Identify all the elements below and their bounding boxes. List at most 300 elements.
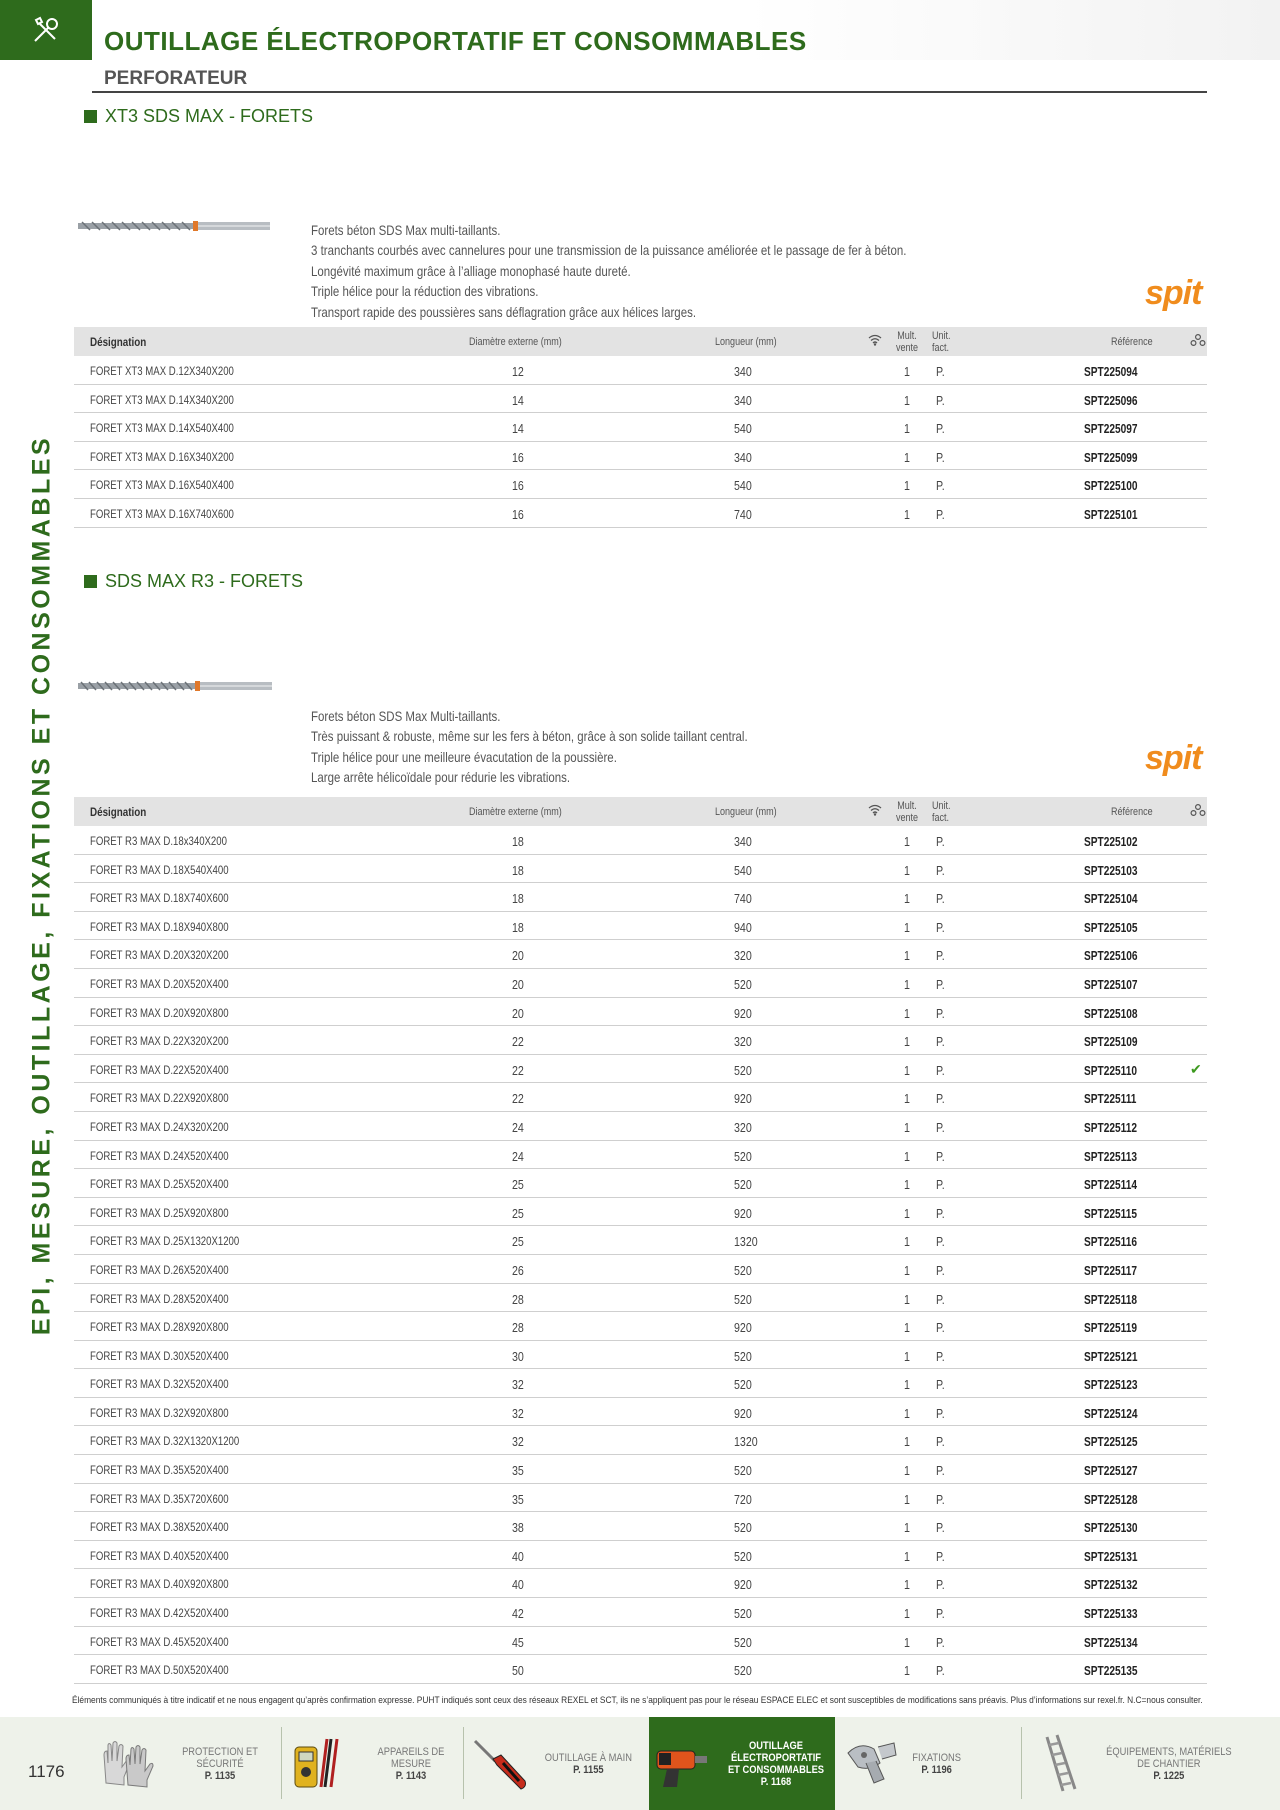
cell-diametre: 26 <box>512 1262 524 1278</box>
table-row <box>74 1169 1207 1198</box>
cell-designation: FORET R3 MAX D.35X720X600 <box>90 1491 229 1506</box>
cell-diametre: 24 <box>512 1119 524 1135</box>
section-bullet <box>84 110 97 123</box>
cell-diametre: 16 <box>512 478 524 494</box>
cell-mult: 1 <box>904 1177 910 1193</box>
description-line: Forets béton SDS Max Multi-taillants. <box>311 708 501 724</box>
cell-mult: 1 <box>904 1491 910 1507</box>
cell-diametre: 22 <box>512 1062 524 1078</box>
cell-mult: 1 <box>904 862 910 878</box>
description-line: Longévité maximum grâce à l’alliage monophasé haute dureté. <box>311 262 631 279</box>
page-number: 1176 <box>28 1762 65 1781</box>
cell-unit: P. <box>936 1577 945 1593</box>
footer-nav-equipements[interactable] <box>1027 1717 1247 1810</box>
table-row <box>74 826 1207 855</box>
cell-designation: FORET R3 MAX D.28X920X800 <box>90 1320 229 1335</box>
cell-longueur: 520 <box>734 1177 752 1193</box>
table-row <box>74 1627 1207 1656</box>
spit-logo: spit <box>1145 739 1202 777</box>
footer-nav-text: OUTILLAGE À MAIN <box>544 1751 633 1764</box>
cell-mult: 1 <box>904 1291 910 1307</box>
cell-unit: P. <box>936 1405 945 1421</box>
cell-unit: P. <box>936 1119 945 1135</box>
cell-mult: 1 <box>904 1606 910 1622</box>
cell-unit: P. <box>936 1062 945 1078</box>
cell-mult: 1 <box>904 1234 910 1250</box>
cell-designation: FORET XT3 MAX D.14X340X200 <box>90 392 234 407</box>
clamp-icon <box>840 1733 902 1795</box>
cell-reference: SPT225114 <box>1084 1177 1138 1193</box>
cell-designation: FORET R3 MAX D.26X520X400 <box>90 1262 229 1277</box>
cell-reference: SPT225094 <box>1084 364 1138 379</box>
cell-reference: SPT225101 <box>1084 506 1138 522</box>
cell-unit: P. <box>936 1606 945 1622</box>
footer-nav-page: P. 1135 <box>204 1769 236 1782</box>
cell-longueur: 520 <box>734 1548 752 1564</box>
table-row <box>74 1398 1207 1427</box>
header-mult <box>896 330 918 354</box>
cell-unit: P. <box>936 1320 945 1336</box>
header-longueur: Longueur (mm) <box>715 806 777 818</box>
cell-mult: 1 <box>904 1634 910 1650</box>
cell-mult: 1 <box>904 891 910 907</box>
cell-unit: P. <box>936 478 945 494</box>
table-row <box>74 356 1207 385</box>
table-row <box>74 883 1207 912</box>
header-mult-line2: vente <box>896 342 919 354</box>
cell-longueur: 320 <box>734 948 752 964</box>
footer-nav-page: P. 1225 <box>1153 1769 1185 1782</box>
table-row <box>74 413 1207 442</box>
cell-reference: SPT225103 <box>1084 862 1138 878</box>
header-unit-line2: fact. <box>932 342 950 354</box>
cell-reference: SPT225111 <box>1084 1091 1137 1107</box>
table-row <box>74 1112 1207 1141</box>
cell-mult: 1 <box>904 1377 910 1393</box>
cell-diametre: 45 <box>512 1634 524 1650</box>
cell-reference: SPT225110 <box>1084 1062 1138 1078</box>
cell-longueur: 920 <box>734 1091 752 1107</box>
footer-nav-main[interactable] <box>469 1717 649 1810</box>
cell-longueur: 940 <box>734 919 752 935</box>
cell-unit: P. <box>936 1663 945 1679</box>
spit-logo: spit <box>1145 274 1202 312</box>
connectivity-icon <box>868 804 882 819</box>
cell-reference: SPT225105 <box>1084 919 1138 935</box>
cell-designation: FORET R3 MAX D.30X520X400 <box>90 1348 229 1363</box>
cell-unit: P. <box>936 1634 945 1650</box>
tools-icon <box>29 13 63 47</box>
footer-nav-text: OUTILLAGE ÉLECTROPORTATIF <box>730 1739 822 1764</box>
header-mult-line2: vente <box>896 812 919 824</box>
cell-mult: 1 <box>904 506 910 522</box>
cell-diametre: 25 <box>512 1205 524 1221</box>
cell-designation: FORET R3 MAX D.22X520X400 <box>90 1062 229 1077</box>
footer-divider <box>463 1727 464 1799</box>
cell-mult: 1 <box>904 478 910 494</box>
cell-mult: 1 <box>904 421 910 437</box>
footer-nav-page: P. 1143 <box>395 1769 427 1782</box>
cell-longueur: 1320 <box>734 1234 758 1250</box>
cell-designation: FORET R3 MAX D.24X520X400 <box>90 1148 229 1163</box>
header-unit-line1: Unit. <box>932 800 951 812</box>
product-description <box>311 220 906 322</box>
power-drill-icon <box>649 1733 711 1795</box>
cell-reference: SPT225108 <box>1084 1005 1138 1021</box>
cell-diametre: 40 <box>512 1577 524 1593</box>
cell-unit: P. <box>936 1548 945 1564</box>
table-row <box>74 1055 1207 1084</box>
cell-unit: P. <box>936 1434 945 1450</box>
section-bullet <box>84 575 97 588</box>
cell-designation: FORET XT3 MAX D.16X540X400 <box>90 478 234 493</box>
cell-reference: SPT225117 <box>1084 1262 1138 1278</box>
cell-reference: SPT225133 <box>1084 1606 1138 1622</box>
cell-designation: FORET R3 MAX D.25X1320X1200 <box>90 1234 240 1249</box>
cell-reference: SPT225104 <box>1084 891 1138 907</box>
description-line: 3 tranchants courbés avec cannelures pour une transmission de la puissance améliorée et le passage de fer à béton. <box>311 242 907 259</box>
header-mult-line1: Mult. <box>897 800 917 812</box>
cell-mult: 1 <box>904 1005 910 1021</box>
section-title-xt3 <box>84 106 313 127</box>
cell-mult: 1 <box>904 449 910 465</box>
cell-mult: 1 <box>904 1663 910 1679</box>
footer-nav-fixations[interactable] <box>840 1717 1020 1810</box>
cell-reference: SPT225106 <box>1084 948 1138 964</box>
cell-diametre: 25 <box>512 1177 524 1193</box>
table-row <box>74 1598 1207 1627</box>
header-diametre: Diamètre externe (mm) <box>469 806 562 818</box>
cell-diametre: 42 <box>512 1606 524 1622</box>
cell-longueur: 540 <box>734 478 752 494</box>
cell-longueur: 520 <box>734 1463 752 1479</box>
footer-nav-text-2: ET CONSOMMABLES <box>727 1763 825 1776</box>
cell-mult: 1 <box>904 364 910 379</box>
cell-unit: P. <box>936 1034 945 1050</box>
cell-mult: 1 <box>904 1119 910 1135</box>
footer-nav-protection[interactable] <box>96 1717 276 1810</box>
section-title-text: SDS MAX R3 - FORETS <box>105 571 304 591</box>
cell-diametre: 20 <box>512 948 524 964</box>
cell-unit: P. <box>936 891 945 907</box>
table-row <box>74 1198 1207 1227</box>
cell-mult: 1 <box>904 392 910 408</box>
cell-diametre: 18 <box>512 862 524 878</box>
description-line: Forets béton SDS Max multi-taillants. <box>311 222 501 238</box>
table-row <box>74 470 1207 499</box>
footer-nav-electroportatif[interactable] <box>649 1717 835 1810</box>
description-line: Large arrête hélicoïdale pour rédurie les vibrations. <box>311 769 571 786</box>
cell-longueur: 320 <box>734 1034 752 1050</box>
ladder-icon <box>1027 1733 1089 1795</box>
subtitle-divider <box>92 91 1207 93</box>
cell-mult: 1 <box>904 1148 910 1164</box>
header-diametre: Diamètre externe (mm) <box>469 336 562 348</box>
cell-diametre: 28 <box>512 1320 524 1336</box>
cell-designation: FORET R3 MAX D.32X920X800 <box>90 1405 229 1420</box>
cell-designation: FORET R3 MAX D.28X520X400 <box>90 1291 229 1306</box>
cell-longueur: 740 <box>734 891 752 907</box>
cell-reference: SPT225102 <box>1084 834 1138 849</box>
cell-diametre: 30 <box>512 1348 524 1364</box>
header-unit-line2: fact. <box>932 812 950 824</box>
cell-reference: SPT225107 <box>1084 976 1138 992</box>
cell-reference: SPT225097 <box>1084 421 1138 437</box>
cell-diametre: 20 <box>512 976 524 992</box>
cell-longueur: 520 <box>734 1663 752 1679</box>
table-row <box>74 1484 1207 1513</box>
table-row <box>74 969 1207 998</box>
footer-nav-text-2: DE CHANTIER <box>1137 1757 1201 1770</box>
cell-designation: FORET R3 MAX D.32X520X400 <box>90 1377 229 1392</box>
cell-diametre: 32 <box>512 1377 524 1393</box>
cell-mult: 1 <box>904 1262 910 1278</box>
cell-unit: P. <box>936 392 945 408</box>
footer-nav-label <box>545 1752 632 1776</box>
table-row <box>74 1226 1207 1255</box>
network-icon <box>1190 334 1206 349</box>
cell-unit: P. <box>936 1234 945 1250</box>
header-unit-line1: Unit. <box>932 330 951 342</box>
cell-reference: SPT225132 <box>1084 1577 1138 1593</box>
cell-diametre: 14 <box>512 421 524 437</box>
section-title-r3 <box>84 571 303 592</box>
cell-unit: P. <box>936 1005 945 1021</box>
cell-designation: FORET R3 MAX D.24X320X200 <box>90 1119 229 1134</box>
cell-longueur: 340 <box>734 449 752 465</box>
cell-longueur: 520 <box>734 1062 752 1078</box>
cell-unit: P. <box>936 1463 945 1479</box>
cell-longueur: 920 <box>734 1405 752 1421</box>
cell-unit: P. <box>936 449 945 465</box>
cell-designation: FORET R3 MAX D.20X920X800 <box>90 1005 229 1020</box>
cell-mult: 1 <box>904 834 910 849</box>
table-row <box>74 1312 1207 1341</box>
cell-mult: 1 <box>904 1091 910 1107</box>
cell-unit: P. <box>936 1491 945 1507</box>
connectivity-icon <box>868 334 882 349</box>
cell-longueur: 320 <box>734 1119 752 1135</box>
header-mult <box>896 800 918 824</box>
footer-nav-label <box>363 1746 458 1782</box>
disclaimer-text: Éléments communiqués à titre indicatif et ne nous engagent qu’après confirmation expresse. PUHT indiqués sont ceux des réseaux REXEL et SCT, ils ne s’appliquent pas pour le réseau ESPACE ELEC et sont susceptibles de modifications sans préavis. Plus d’informations sur rexel.fr. N.C=nous consulter. <box>72 1695 1203 1706</box>
table-header <box>74 327 1207 356</box>
cell-diametre: 35 <box>512 1491 524 1507</box>
table-row <box>74 385 1207 414</box>
cell-mult: 1 <box>904 948 910 964</box>
cell-longueur: 340 <box>734 364 752 379</box>
cell-reference: SPT225119 <box>1084 1320 1138 1336</box>
cell-diametre: 32 <box>512 1405 524 1421</box>
table-row <box>74 1541 1207 1570</box>
table-row <box>74 499 1207 528</box>
table-row <box>74 998 1207 1027</box>
footer-nav-page: P. 1196 <box>921 1763 952 1776</box>
table-row <box>74 1083 1207 1112</box>
check-icon: ✔ <box>1190 1060 1202 1077</box>
network-icon <box>1190 804 1206 819</box>
cell-designation: FORET R3 MAX D.38X520X400 <box>90 1520 229 1535</box>
page-subtitle: PERFORATEUR <box>104 68 248 89</box>
cell-mult: 1 <box>904 1463 910 1479</box>
table-row <box>74 1255 1207 1284</box>
description-line: Très puissant & robuste, même sur les fers à béton, grâce à son solide taillant central. <box>311 728 748 745</box>
cell-longueur: 540 <box>734 421 752 437</box>
header-reference: Référence <box>1111 806 1153 818</box>
cell-diametre: 18 <box>512 919 524 935</box>
cell-longueur: 740 <box>734 506 752 522</box>
table-row <box>74 855 1207 884</box>
header-reference: Référence <box>1111 336 1153 348</box>
cell-longueur: 520 <box>734 1377 752 1393</box>
cell-unit: P. <box>936 1377 945 1393</box>
cell-longueur: 920 <box>734 1005 752 1021</box>
cell-longueur: 340 <box>734 834 752 849</box>
cell-reference: SPT225099 <box>1084 449 1138 465</box>
cell-designation: FORET R3 MAX D.32X1320X1200 <box>90 1434 240 1449</box>
cell-diametre: 25 <box>512 1234 524 1250</box>
cell-mult: 1 <box>904 976 910 992</box>
cell-reference: SPT225116 <box>1084 1234 1138 1250</box>
cell-reference: SPT225125 <box>1084 1434 1138 1450</box>
table-header <box>74 797 1207 826</box>
cell-longueur: 920 <box>734 1320 752 1336</box>
cell-designation: FORET R3 MAX D.18x340X200 <box>90 834 227 848</box>
cell-designation: FORET XT3 MAX D.14X540X400 <box>90 421 234 436</box>
cell-diametre: 18 <box>512 891 524 907</box>
footer-nav-label <box>726 1740 826 1788</box>
table-row <box>74 1341 1207 1370</box>
section-title-text: XT3 SDS MAX - FORETS <box>105 106 314 126</box>
table-row <box>74 1455 1207 1484</box>
cell-diametre: 14 <box>512 392 524 408</box>
cell-longueur: 340 <box>734 392 752 408</box>
cell-mult: 1 <box>904 919 910 935</box>
cell-designation: FORET R3 MAX D.40X520X400 <box>90 1548 229 1563</box>
cell-unit: P. <box>936 1177 945 1193</box>
cell-reference: SPT225123 <box>1084 1377 1138 1393</box>
footer-nav-text: PROTECTION ET SÉCURITÉ <box>182 1745 258 1770</box>
cell-designation: FORET R3 MAX D.20X320X200 <box>90 948 229 963</box>
cell-designation: FORET R3 MAX D.50X520X400 <box>90 1663 229 1678</box>
table-row <box>74 912 1207 941</box>
cell-diametre: 32 <box>512 1434 524 1450</box>
cell-designation: FORET R3 MAX D.18X740X600 <box>90 891 229 906</box>
cell-diametre: 28 <box>512 1291 524 1307</box>
table-row <box>74 1569 1207 1598</box>
table-row <box>74 940 1207 969</box>
cell-designation: FORET R3 MAX D.18X540X400 <box>90 862 229 877</box>
drill-bit-image <box>78 218 273 234</box>
footer-nav-mesure[interactable] <box>287 1717 467 1810</box>
cell-longueur: 520 <box>734 1634 752 1650</box>
cell-reference: SPT225109 <box>1084 1034 1138 1050</box>
cell-unit: P. <box>936 919 945 935</box>
cell-longueur: 520 <box>734 1606 752 1622</box>
cell-unit: P. <box>936 1520 945 1536</box>
cell-longueur: 520 <box>734 1348 752 1364</box>
cell-longueur: 520 <box>734 1291 752 1307</box>
cell-designation: FORET R3 MAX D.22X320X200 <box>90 1034 229 1049</box>
cell-unit: P. <box>936 948 945 964</box>
cell-designation: FORET R3 MAX D.22X920X800 <box>90 1091 229 1106</box>
product-table-xt3 <box>74 327 1207 528</box>
cell-unit: P. <box>936 1348 945 1364</box>
cell-designation: FORET R3 MAX D.45X520X400 <box>90 1634 229 1649</box>
cell-longueur: 920 <box>734 1577 752 1593</box>
cell-longueur: 520 <box>734 976 752 992</box>
cell-reference: SPT225121 <box>1084 1348 1138 1364</box>
footer-nav-label <box>172 1746 267 1782</box>
cell-mult: 1 <box>904 1405 910 1421</box>
cell-mult: 1 <box>904 1348 910 1364</box>
header-unit <box>932 330 951 354</box>
header-longueur: Longueur (mm) <box>715 336 777 348</box>
footer-nav-text: ÉQUIPEMENTS, MATÉRIELS <box>1106 1745 1232 1758</box>
cell-mult: 1 <box>904 1434 910 1450</box>
gloves-icon <box>96 1733 158 1795</box>
cell-unit: P. <box>936 862 945 878</box>
cell-reference: SPT225112 <box>1084 1119 1138 1135</box>
cell-designation: FORET XT3 MAX D.16X340X200 <box>90 449 234 464</box>
product-table-r3 <box>74 797 1207 1684</box>
cell-diametre: 16 <box>512 506 524 522</box>
table-row <box>74 1426 1207 1455</box>
cell-unit: P. <box>936 506 945 522</box>
footer-nav-page: P. 1155 <box>573 1763 604 1776</box>
cell-unit: P. <box>936 1205 945 1221</box>
cell-longueur: 720 <box>734 1491 752 1507</box>
product-description <box>311 706 748 788</box>
cell-diametre: 50 <box>512 1663 524 1679</box>
footer-nav-label <box>912 1752 961 1776</box>
cell-unit: P. <box>936 1091 945 1107</box>
header-unit <box>932 800 951 824</box>
cell-diametre: 40 <box>512 1548 524 1564</box>
cell-unit: P. <box>936 1262 945 1278</box>
table-row <box>74 442 1207 471</box>
table-body <box>74 356 1207 528</box>
cell-unit: P. <box>936 1291 945 1307</box>
cell-unit: P. <box>936 976 945 992</box>
cell-mult: 1 <box>904 1577 910 1593</box>
cell-diametre: 35 <box>512 1463 524 1479</box>
cell-mult: 1 <box>904 1320 910 1336</box>
screwdriver-icon <box>469 1733 531 1795</box>
cell-designation: FORET R3 MAX D.40X920X800 <box>90 1577 229 1592</box>
cell-reference: SPT225124 <box>1084 1405 1138 1421</box>
drill-bit-image <box>78 678 273 694</box>
category-corner <box>0 0 92 60</box>
table-row <box>74 1141 1207 1170</box>
table-body <box>74 826 1207 1684</box>
cell-designation: FORET XT3 MAX D.16X740X600 <box>90 506 234 521</box>
cell-designation: FORET R3 MAX D.42X520X400 <box>90 1606 229 1621</box>
cell-reference: SPT225130 <box>1084 1520 1138 1536</box>
cell-unit: P. <box>936 1148 945 1164</box>
cell-longueur: 1320 <box>734 1434 758 1450</box>
description-line: Triple hélice pour une meilleure évacutation de la poussière. <box>311 748 617 765</box>
cell-unit: P. <box>936 834 945 849</box>
cell-diametre: 22 <box>512 1034 524 1050</box>
multimeter-icon <box>287 1733 349 1795</box>
footer-nav-text: FIXATIONS <box>912 1751 961 1764</box>
cell-reference: SPT225127 <box>1084 1463 1138 1479</box>
cell-diametre: 22 <box>512 1091 524 1107</box>
footer-divider <box>281 1727 282 1799</box>
cell-designation: FORET R3 MAX D.25X920X800 <box>90 1205 229 1220</box>
cell-longueur: 520 <box>734 1148 752 1164</box>
